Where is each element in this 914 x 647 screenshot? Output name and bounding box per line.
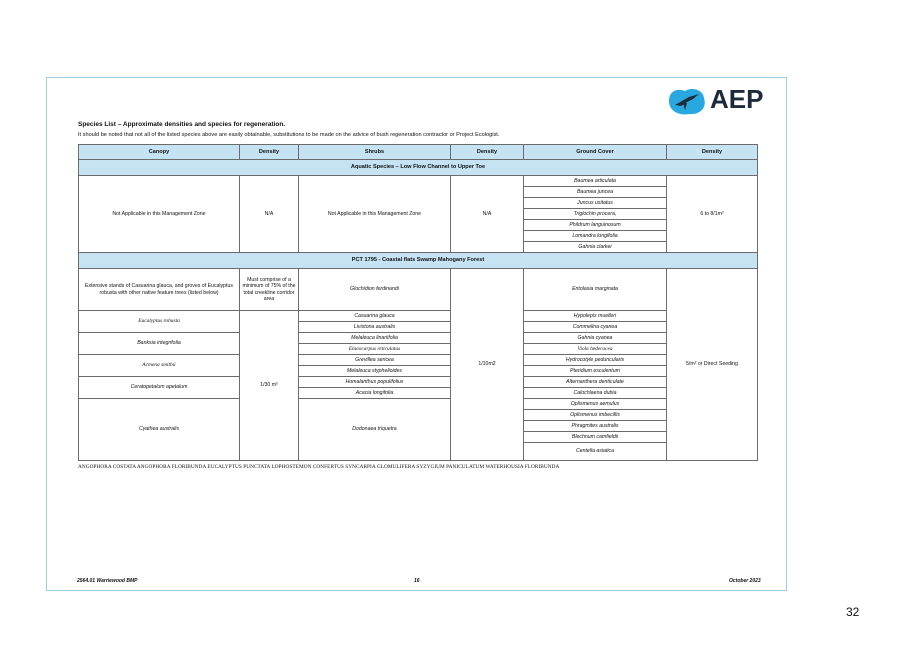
section-heading-pct: PCT 1795 - Coastal flats Swamp Mahogany Forest — [79, 253, 758, 269]
canopy-intro-cell: Extensive stands of Casuarina glauca, and groves of Eucalyptus robusta with other native feature trees (listed below) — [79, 269, 240, 311]
canopy-item: Banksia integrifolia — [79, 333, 240, 355]
canopy-item: Eucalyptus robusta — [79, 311, 240, 333]
header-density-2: Density — [451, 145, 524, 160]
canopy-density-cell: 1/30 m² — [240, 311, 299, 461]
canopy-item: Ceratopetalum apetalum — [79, 377, 240, 399]
feature-trees-line: ANGOPHORA COSTATA ANGOPHORA FLORIBUNDA EUCALYPTUS PUNCTATA LOPHOSTEMON CONFERTUS SYNCARPIA GLOMULIFERA SYZYGIUM PANICULATUM WATERHOUSIA FLORIBUNDA — [78, 464, 560, 470]
table-row — [79, 355, 758, 366]
table-row — [79, 269, 758, 311]
ground-cover-item: Entolasia marginata — [524, 269, 667, 311]
ground-cover-item: Commelina cyanea — [524, 322, 667, 333]
ground-cover-item: Baumea articulata — [524, 176, 667, 187]
ground-cover-item: Phragmites australis — [524, 421, 667, 432]
ground-cover-item: Hydrocotyle peduncularis — [524, 355, 667, 366]
section-row — [79, 253, 758, 269]
ground-cover-item: Pteridium esculentum — [524, 366, 667, 377]
canopy-cell: Not Applicable in this Management Zone — [79, 176, 240, 253]
table-row — [79, 176, 758, 187]
shrub-density-cell: 1/10m2 — [451, 269, 524, 461]
section-row — [79, 160, 758, 176]
ground-cover-item: Phildrum languinosum — [524, 220, 667, 231]
canopy-density-cell: N/A — [240, 176, 299, 253]
ground-cover-item: Gahnia cyanea — [524, 333, 667, 344]
header-row — [79, 145, 758, 160]
header-density-1: Density — [240, 145, 299, 160]
table-row — [79, 399, 758, 410]
section-heading-aquatic: Aquatic Species – Low Flow Channel to Upper Toe — [79, 160, 758, 176]
shrub-item: Livistona australis — [299, 322, 451, 333]
shrub-item: Casuarina glauca — [299, 311, 451, 322]
shrub-item: Melaleuca linariifolia — [299, 333, 451, 344]
table-row — [79, 311, 758, 322]
shrub-item: Glochidion ferdinandi — [299, 269, 451, 311]
ground-density-cell: 5/m² or Direct Seeding — [667, 269, 758, 461]
ground-cover-item: Blechnum camfieldii — [524, 432, 667, 443]
ground-density-cell: 6 to 8/1m² — [667, 176, 758, 253]
ground-cover-item: Viola hederacea — [524, 344, 667, 355]
ground-cover-item: Hypolepis muelleri — [524, 311, 667, 322]
footer-document-id: 2564.01 Warriewood BMP — [77, 578, 138, 584]
section-note: It should be noted that not all of the listed species above are easily obtainable, substitutions to be made on the advice of bush regeneration contractor or Project Ecologist. — [78, 132, 500, 138]
shrubs-cell: Not Applicable in this Management Zone — [299, 176, 451, 253]
species-table — [78, 144, 758, 461]
canopy-item: Cyathea australis — [79, 399, 240, 461]
ground-cover-item: Calochlaena dubia — [524, 388, 667, 399]
shrub-item: Homalanthus populifolius — [299, 377, 451, 388]
shrub-item: Melaleuca styphelioides — [299, 366, 451, 377]
header-ground-cover: Ground Cover — [524, 145, 667, 160]
ground-cover-item: Centella asiatica — [524, 443, 667, 461]
footer-date: October 2023 — [729, 578, 761, 584]
ground-cover-item: Oplismenus aemulus — [524, 399, 667, 410]
shrub-item: Grevillea sericea — [299, 355, 451, 366]
ground-cover-item: Alternanthera denticulate — [524, 377, 667, 388]
ground-cover-item: Lomandra longifolia — [524, 231, 667, 242]
table-row — [79, 377, 758, 388]
canopy-intro-density-cell: Must comprise of a minimum of 75% of the total creekline corridor area — [240, 269, 299, 311]
footer-page: 16 — [414, 578, 420, 584]
ground-cover-item: Oplismenus imbecillis — [524, 410, 667, 421]
canopy-item: Acmena smithii — [79, 355, 240, 377]
table-row — [79, 333, 758, 344]
shrub-item: Dodonaea triquetra — [299, 399, 451, 461]
section-title: Species List – Approximate densities and species for regeneration. — [78, 121, 286, 128]
ground-cover-item: Juncus usitatus — [524, 198, 667, 209]
shrub-item: Acacia longifolia — [299, 388, 451, 399]
header-shrubs: Shrubs — [299, 145, 451, 160]
shrub-item: Elaeocarpus reticulatus — [299, 344, 451, 355]
ground-cover-item: Baumea juncea — [524, 187, 667, 198]
header-density-3: Density — [667, 145, 758, 160]
ground-cover-item: Gahnia clarkei — [524, 242, 667, 253]
logo-text: AEP — [710, 84, 764, 114]
header-canopy: Canopy — [79, 145, 240, 160]
shrub-density-cell: N/A — [451, 176, 524, 253]
slide-page-number: 32 — [846, 605, 860, 619]
ground-cover-item: Triglochin procera, — [524, 209, 667, 220]
